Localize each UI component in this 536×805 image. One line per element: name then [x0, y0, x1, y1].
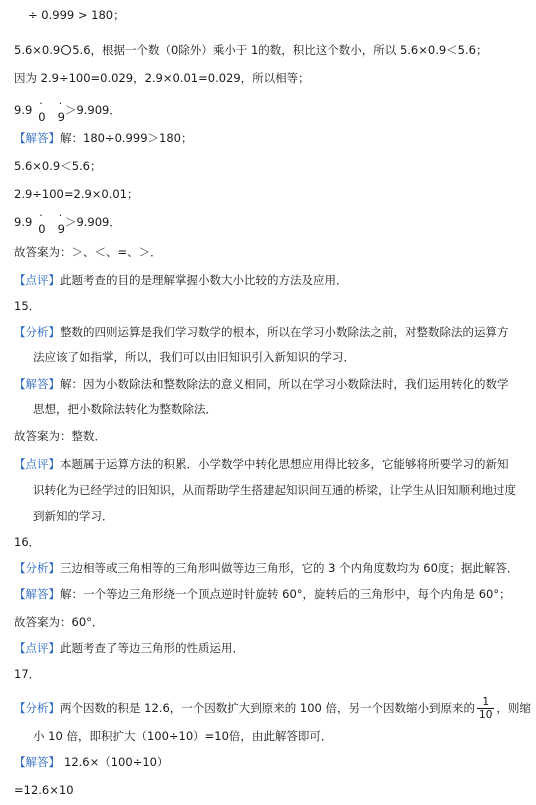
line-text: 此题考查的目的是理解掌握小数大小比较的方法及应用． — [60, 273, 348, 287]
line-text: 法应该了如指掌，所以，我们可以由旧知识引入新知识的学习． — [33, 350, 355, 364]
line-text: 小 10 倍，即积扩大（100÷10）=10倍，由此解答即可． — [33, 729, 333, 743]
text-line — [0, 40, 536, 60]
text-line — [0, 752, 536, 772]
analysis-tag: 【分析】 — [14, 561, 60, 575]
text-line — [0, 242, 536, 262]
line-text: 15． — [14, 299, 41, 313]
repeating-digit: · 0 — [38, 107, 45, 127]
text-line — [0, 506, 536, 526]
line-text: 故答案为：整数． — [14, 429, 106, 443]
text-line — [0, 558, 536, 578]
text-line — [0, 399, 536, 419]
analysis-tag: 【分析】 — [14, 701, 60, 715]
line-text: 9.9 — [14, 103, 33, 117]
analysis-tag: 【分析】 — [14, 325, 60, 339]
line-text: ，则缩 — [496, 701, 531, 715]
line-text: 12.6×（100÷10） — [64, 755, 169, 769]
line-text: 整数的四则运算是我们学习数学的根本，所以在学习小数除法之前，对整数除法的运算方 — [60, 325, 509, 339]
text-line — [0, 374, 536, 394]
line-text: 解：一个等边三角形绕一个顶点逆时针旋转 60°，旋转后的三角形中，每个内角是 60°； — [60, 587, 511, 601]
line-text: ＞9.909． — [64, 103, 121, 117]
answer-tag: 【解答】 — [14, 755, 60, 769]
question-number — [0, 296, 536, 316]
line-text: ÷ 0.999 > 180； — [28, 8, 125, 22]
line-text: 思想，把小数除法转化为整数除法． — [33, 402, 217, 416]
text-line — [0, 638, 536, 658]
text-line — [0, 270, 536, 290]
text-line — [0, 780, 536, 800]
comment-tag: 【点评】 — [14, 273, 60, 287]
text-line — [0, 612, 536, 632]
blank-circle-icon — [61, 45, 71, 55]
line-text: 识转化为已经学过的旧知识，从而帮助学生搭建起知识间互通的桥梁，让学生从旧知顺利地过度 — [33, 483, 516, 497]
fraction-numerator: 1 — [477, 696, 494, 709]
line-text: 此题考查了等边三角形的性质运用． — [60, 641, 244, 655]
answer-tag: 【解答】 — [14, 377, 60, 391]
line-text: 故答案为：60°． — [14, 615, 104, 629]
text-line — [0, 100, 536, 124]
line-text: 解：因为小数除法和整数除法的意义相同，所以在学习小数除法时，我们运用转化的数学 — [60, 377, 509, 391]
question-number — [0, 532, 536, 552]
line-text: 到新知的学习． — [33, 509, 114, 523]
text-line — [0, 584, 536, 604]
fraction-denominator: 10 — [479, 709, 493, 721]
text-line — [0, 480, 536, 500]
line-text: 5.6×0.9＜5.6； — [14, 159, 102, 173]
repeating-digit: · 0 — [38, 219, 45, 239]
repeating-digit: · 9 — [58, 107, 65, 127]
text-line — [0, 184, 536, 204]
text-line — [0, 454, 536, 474]
line-text: =12.6×10 — [14, 783, 74, 797]
text-line — [0, 695, 536, 721]
line-text: 两个因数的积是 12.6，一个因数扩大到原来的 100 倍，另一个因数缩小到原来的 — [60, 701, 476, 715]
comment-tag: 【点评】 — [14, 641, 60, 655]
line-text: 2.9÷100=2.9×0.01； — [14, 187, 139, 201]
question-number — [0, 664, 536, 684]
line-text: 三边相等或三角相等的三角形叫做等边三角形，它的 3 个内角度数均为 60度；据此解答． — [60, 561, 519, 575]
text-line — [0, 726, 536, 746]
line-text: ＞9.909． — [64, 215, 121, 229]
text-line — [0, 128, 536, 148]
line-text: 17． — [14, 667, 41, 681]
text-line — [0, 5, 536, 25]
answer-tag: 【解答】 — [14, 131, 60, 145]
line-text: 5.6×0.9 — [14, 43, 61, 57]
text-line — [0, 426, 536, 446]
line-text: 故答案为：＞、＜、=、＞． — [14, 245, 162, 259]
repeating-digit: · 9 — [58, 219, 65, 239]
text-line — [0, 347, 536, 367]
fraction — [477, 696, 494, 721]
line-text: 5.6，根据一个数（0除外）乘小于 1的数，积比这个数小，所以 5.6×0.9＜5.6； — [72, 43, 488, 57]
text-line — [0, 68, 536, 88]
comment-tag: 【点评】 — [14, 457, 60, 471]
text-line — [0, 156, 536, 176]
line-text: 9.9 — [14, 215, 33, 229]
line-text: 解：180÷0.999＞180； — [60, 131, 193, 145]
line-text: 16． — [14, 535, 41, 549]
answer-tag: 【解答】 — [14, 587, 60, 601]
line-text: 因为 2.9÷100=0.029，2.9×0.01=0.029，所以相等； — [14, 71, 310, 85]
text-line — [0, 322, 536, 342]
text-line — [0, 212, 536, 236]
line-text: 本题属于运算方法的积累．小学数学中转化思想应用得比较多，它能够将所要学习的新知 — [60, 457, 509, 471]
